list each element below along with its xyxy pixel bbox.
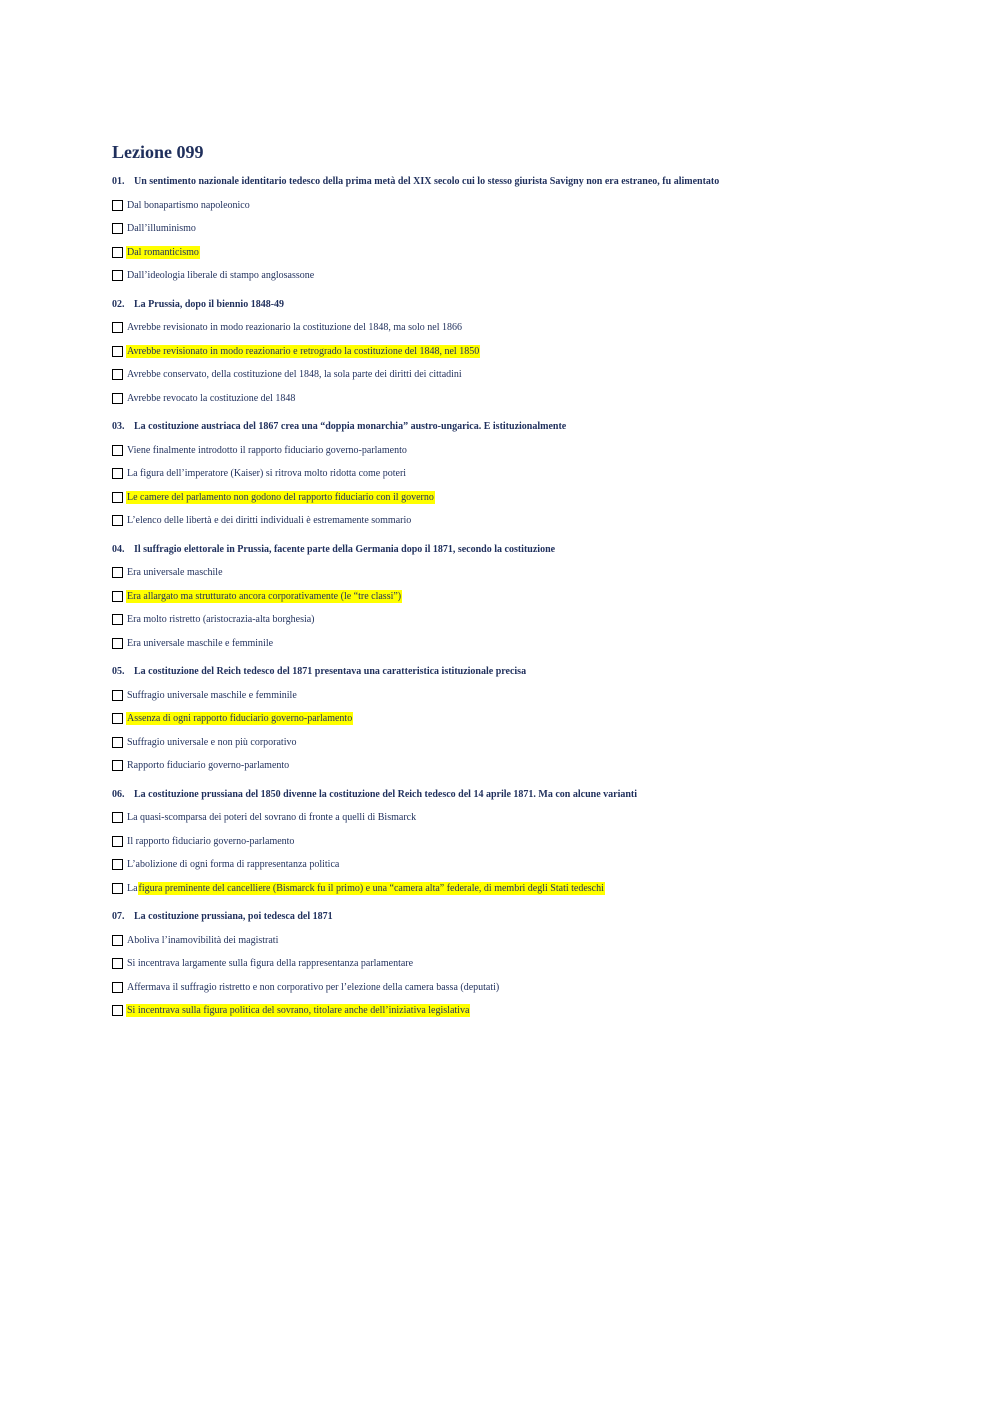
answer-option[interactable] <box>112 243 912 261</box>
answer-option[interactable] <box>112 512 912 530</box>
answer-checkbox[interactable] <box>112 1005 123 1016</box>
answer-text: L’elenco delle libertà e dei diritti individuali è estremamente sommario <box>127 515 412 526</box>
question-heading <box>112 419 912 435</box>
answer-option[interactable] <box>112 389 912 407</box>
question-heading <box>112 909 912 925</box>
answer-text: Avrebbe conservato, della costituzione del 1848, la sola parte dei diritti dei cittadini <box>127 369 462 380</box>
answer-text: Viene finalmente introdotto il rapporto fiduciario governo-parlamento <box>127 444 407 456</box>
answer-text: Era universale maschile <box>127 567 223 578</box>
answer-checkbox[interactable] <box>112 638 123 649</box>
question-number: 04. <box>112 543 125 555</box>
quiz-page <box>112 140 912 1032</box>
question-block <box>112 174 912 285</box>
question-block <box>112 419 912 530</box>
answer-checkbox[interactable] <box>112 982 123 993</box>
answer-checkbox[interactable] <box>112 492 123 503</box>
answer-text-highlighted: Assenza di ogni rapporto fiduciario governo-parlamento <box>127 713 353 724</box>
answer-option[interactable] <box>112 587 912 605</box>
answer-checkbox[interactable] <box>112 567 123 578</box>
answer-text: Era molto ristretto (aristocrazia-alta borghesia) <box>127 614 315 625</box>
answer-text-highlighted: Dal romanticismo <box>127 246 199 258</box>
answer-option[interactable] <box>112 441 912 459</box>
answer-option[interactable] <box>112 856 912 874</box>
answer-option[interactable] <box>112 342 912 360</box>
answer-text: Aboliva l’inamovibilità dei magistrati <box>127 934 279 946</box>
question-block <box>112 787 912 898</box>
answer-option[interactable] <box>112 319 912 337</box>
question-block <box>112 664 912 775</box>
answer-checkbox[interactable] <box>112 614 123 625</box>
answer-text: Suffragio universale maschile e femminile <box>127 689 297 701</box>
answer-text: Dal bonapartismo napoleonico <box>127 199 250 211</box>
answer-option[interactable] <box>112 465 912 483</box>
answer-checkbox[interactable] <box>112 200 123 211</box>
question-heading <box>112 542 912 558</box>
answer-checkbox[interactable] <box>112 445 123 456</box>
question-heading <box>112 664 912 680</box>
answer-checkbox[interactable] <box>112 836 123 847</box>
answer-checkbox[interactable] <box>112 883 123 894</box>
answer-option[interactable] <box>112 366 912 384</box>
answer-option[interactable] <box>112 1002 912 1020</box>
question-list <box>112 174 912 1020</box>
question-number: 05. <box>112 666 125 677</box>
answer-checkbox[interactable] <box>112 958 123 969</box>
question-block <box>112 542 912 653</box>
answer-text: Avrebbe revisionato in modo reazionario la costituzione del 1848, ma solo nel 1866 <box>127 322 463 333</box>
answer-option[interactable] <box>112 931 912 949</box>
answer-text-highlighted: figura preminente del cancelliere (Bismarck fu il primo) e una “camera alta” federale, di membri degli Stati tedeschi <box>138 882 604 894</box>
answer-checkbox[interactable] <box>112 346 123 357</box>
answer-checkbox[interactable] <box>112 247 123 258</box>
question-heading <box>112 174 912 190</box>
answer-checkbox[interactable] <box>112 713 123 724</box>
answer-option[interactable] <box>112 757 912 775</box>
answer-option[interactable] <box>112 488 912 506</box>
question-number: 01. <box>112 176 125 187</box>
answer-text-prefix: La <box>127 882 138 894</box>
answer-checkbox[interactable] <box>112 591 123 602</box>
answer-option[interactable] <box>112 879 912 897</box>
answer-text: Avrebbe revocato la costituzione del 1848 <box>127 392 296 404</box>
question-text: La costituzione austriaca del 1867 crea una “doppia monarchia” austro-ungarica. E istituzionalmente <box>134 421 567 432</box>
question-heading <box>112 297 912 313</box>
answer-option[interactable] <box>112 220 912 238</box>
answer-text-highlighted: Le camere del parlamento non godono del rapporto fiduciario con il governo <box>127 491 434 503</box>
answer-checkbox[interactable] <box>112 690 123 701</box>
answer-option[interactable] <box>112 733 912 751</box>
answer-checkbox[interactable] <box>112 468 123 479</box>
answer-text: Si incentrava largamente sulla figura della rappresentanza parlamentare <box>127 958 414 969</box>
answer-checkbox[interactable] <box>112 270 123 281</box>
question-text: La costituzione prussiana, poi tedesca del 1871 <box>134 911 333 922</box>
answer-checkbox[interactable] <box>112 223 123 234</box>
question-number: 02. <box>112 298 125 310</box>
question-block <box>112 297 912 408</box>
answer-text: Dall’illuminismo <box>127 223 196 234</box>
answer-text-highlighted: Era allargato ma strutturato ancora corporativamente (le “tre classi”) <box>127 590 402 602</box>
answer-checkbox[interactable] <box>112 760 123 771</box>
answer-option[interactable] <box>112 686 912 704</box>
question-text: La costituzione del Reich tedesco del 1871 presentava una caratteristica istituzionale precisa <box>134 666 527 677</box>
answer-checkbox[interactable] <box>112 812 123 823</box>
answer-option[interactable] <box>112 978 912 996</box>
answer-option[interactable] <box>112 955 912 973</box>
answer-checkbox[interactable] <box>112 515 123 526</box>
question-number: 03. <box>112 421 125 432</box>
question-text: Un sentimento nazionale identitario tedesco della prima metà del XIX secolo cui lo stesso giurista Savigny non era estraneo, fu alimentato <box>134 176 720 187</box>
question-heading <box>112 787 912 803</box>
question-text: La costituzione prussiana del 1850 divenne la costituzione del Reich tedesco del 14 aprile 1871. Ma con alcune varianti <box>134 788 638 800</box>
answer-text: Era universale maschile e femminile <box>127 637 274 649</box>
answer-text-highlighted: Avrebbe revisionato in modo reazionario e retrogrado la costituzione del 1848, nel 1850 <box>127 345 480 357</box>
answer-checkbox[interactable] <box>112 369 123 380</box>
answer-option[interactable] <box>112 809 912 827</box>
question-block <box>112 909 912 1020</box>
answer-option[interactable] <box>112 634 912 652</box>
answer-option[interactable] <box>112 611 912 629</box>
answer-text: La quasi-scomparsa dei poteri del sovrano di fronte a quelli di Bismarck <box>127 812 417 823</box>
answer-checkbox[interactable] <box>112 322 123 333</box>
answer-text: Dall’ideologia liberale di stampo anglosassone <box>127 270 315 281</box>
answer-text-highlighted: Si incentrava sulla figura politica del sovrano, titolare anche dell’iniziativa legislativa <box>127 1005 470 1016</box>
answer-option[interactable] <box>112 267 912 285</box>
answer-text: La figura dell’imperatore (Kaiser) si ritrova molto ridotta come poteri <box>127 468 407 479</box>
answer-option[interactable] <box>112 564 912 582</box>
answer-text: Suffragio universale e non più corporativo <box>127 736 297 748</box>
answer-text: Il rapporto fiduciario governo-parlamento <box>127 835 295 847</box>
answer-text: Affermava il suffragio ristretto e non corporativo per l’elezione della camera bassa (deputati) <box>127 981 500 993</box>
answer-text: L’abolizione di ogni forma di rappresentanza politica <box>127 859 340 870</box>
answer-option[interactable] <box>112 196 912 214</box>
page-title: Lezione 099 <box>112 142 204 162</box>
answer-checkbox[interactable] <box>112 393 123 404</box>
question-number: 06. <box>112 788 125 800</box>
question-number: 07. <box>112 911 125 922</box>
answer-option[interactable] <box>112 832 912 850</box>
answer-text: Rapporto fiduciario governo-parlamento <box>127 760 290 771</box>
answer-checkbox[interactable] <box>112 737 123 748</box>
answer-checkbox[interactable] <box>112 859 123 870</box>
question-text: La Prussia, dopo il biennio 1848-49 <box>134 298 285 310</box>
answer-checkbox[interactable] <box>112 935 123 946</box>
question-text: Il suffragio elettorale in Prussia, facente parte della Germania dopo il 1871, secondo la costituzione <box>134 543 556 555</box>
answer-option[interactable] <box>112 710 912 728</box>
